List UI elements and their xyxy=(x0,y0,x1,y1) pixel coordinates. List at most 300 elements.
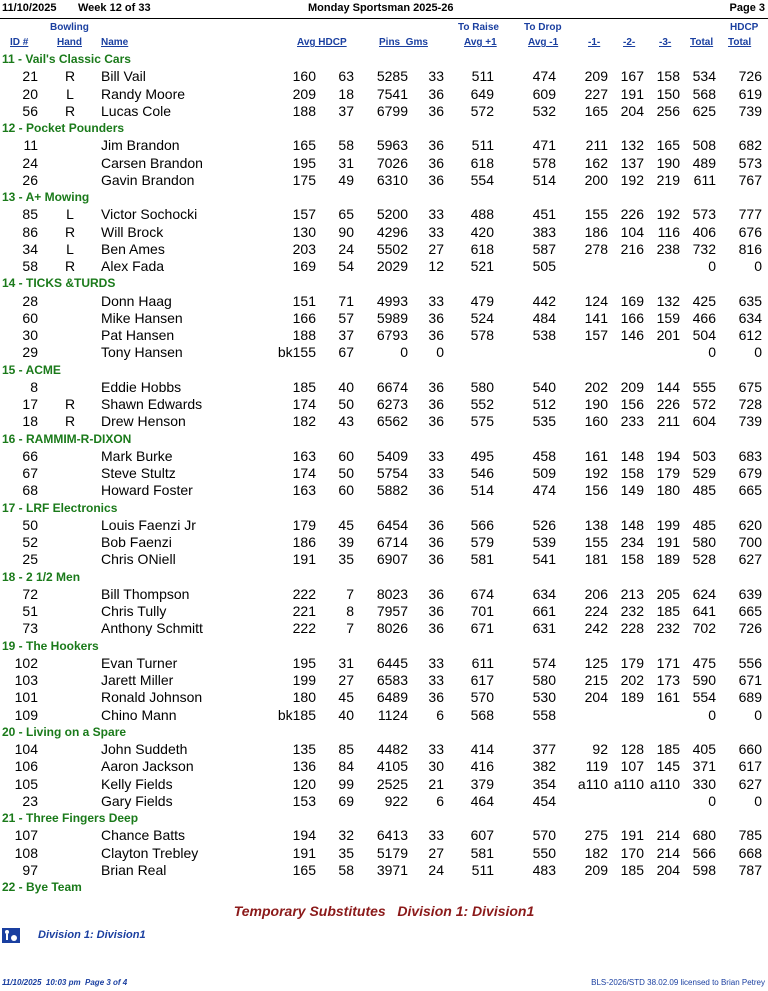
cell-avg: 165 xyxy=(292,137,316,154)
cell-htotal: 665 xyxy=(738,603,762,619)
cell-id: 34 xyxy=(22,240,38,257)
cell-total: 406 xyxy=(692,223,716,240)
cell-g2: 191 xyxy=(620,827,644,844)
cell-pins: 5963 xyxy=(376,137,408,154)
col-id: ID # xyxy=(10,37,29,48)
cell-g1: 192 xyxy=(584,465,608,481)
cell-total: 528 xyxy=(692,551,716,568)
cell-htotal: 619 xyxy=(738,85,762,102)
col-avg-plus: Avg +1 xyxy=(464,37,497,48)
bowler-row xyxy=(0,793,768,810)
cell-g1: 227 xyxy=(584,85,608,102)
cell-id: 107 xyxy=(14,827,38,844)
cell-drop: 442 xyxy=(532,292,556,309)
cell-name: Mike Hansen xyxy=(101,309,183,326)
cell-pins: 4105 xyxy=(376,758,408,775)
cell-name: Chris Tully xyxy=(101,603,167,619)
cell-pins: 7026 xyxy=(376,154,408,171)
cell-htotal: 668 xyxy=(738,844,762,861)
cell-hdcp: 27 xyxy=(338,672,354,688)
cell-hdcp: 65 xyxy=(338,206,354,223)
cell-htotal: 627 xyxy=(738,775,762,792)
cell-htotal: 682 xyxy=(738,137,762,154)
cell-gms: 36 xyxy=(428,516,444,533)
cell-total: 611 xyxy=(693,171,716,188)
cell-gms: 6 xyxy=(436,792,444,809)
cell-g3: 171 xyxy=(656,654,680,671)
cell-drop: 661 xyxy=(532,603,556,619)
cell-avg: 185 xyxy=(292,378,316,395)
cell-htotal: 612 xyxy=(738,327,762,343)
cell-hdcp: 50 xyxy=(338,465,354,481)
cell-pins: 4296 xyxy=(376,223,408,240)
cell-g3: 191 xyxy=(656,534,680,550)
cell-htotal: 573 xyxy=(738,154,762,171)
cell-drop: 541 xyxy=(532,551,556,568)
cell-drop: 484 xyxy=(532,309,556,326)
cell-htotal: 0 xyxy=(754,792,762,809)
cell-avg: 169 xyxy=(292,258,316,274)
cell-htotal: 0 xyxy=(754,706,762,723)
cell-g3: 150 xyxy=(656,85,680,102)
cell-hdcp: 35 xyxy=(338,844,354,861)
col-name: Name xyxy=(101,37,129,48)
bowler-row xyxy=(0,396,768,413)
cell-gms: 36 xyxy=(428,171,444,188)
cell-hand: R xyxy=(64,223,76,240)
cell-gms: 36 xyxy=(428,85,444,102)
cell-g2: 128 xyxy=(620,741,644,757)
cell-raise: 511 xyxy=(471,861,494,878)
cell-g3: 226 xyxy=(656,396,680,412)
cell-total: 371 xyxy=(692,758,716,775)
cell-pins: 8026 xyxy=(376,620,408,637)
cell-g3: 161 xyxy=(656,689,680,706)
cell-drop: 451 xyxy=(532,206,556,223)
col-avg-minus: Avg -1 xyxy=(528,37,559,48)
cell-gms: 33 xyxy=(428,654,444,671)
cell-gms: 36 xyxy=(428,413,444,430)
cell-id: 104 xyxy=(14,741,38,757)
cell-hdcp: 35 xyxy=(338,551,354,568)
cell-hand: R xyxy=(64,68,76,85)
cell-g1: 209 xyxy=(584,68,608,85)
cell-total: 466 xyxy=(692,309,716,326)
cell-htotal: 785 xyxy=(738,827,762,844)
cell-name: Ronald Johnson xyxy=(101,689,203,706)
cell-g2: 228 xyxy=(620,620,644,637)
cell-avg: 135 xyxy=(292,741,316,757)
bowler-row xyxy=(0,689,768,706)
cell-avg: bk185 xyxy=(277,706,316,723)
cell-hand: R xyxy=(64,258,76,274)
cell-drop: 558 xyxy=(532,706,556,723)
cell-g3: 173 xyxy=(656,672,680,688)
cell-pins: 6907 xyxy=(376,551,408,568)
cell-name: Pat Hansen xyxy=(101,327,175,343)
cell-hdcp: 69 xyxy=(338,792,354,809)
team-header: 17 - LRF Electronics xyxy=(2,500,118,515)
bowler-row xyxy=(0,707,768,724)
cell-hdcp: 40 xyxy=(338,378,354,395)
cell-total: 0 xyxy=(708,344,716,361)
cell-g2: 169 xyxy=(620,292,644,309)
cell-total: 732 xyxy=(692,240,716,257)
cell-hdcp: 90 xyxy=(338,223,354,240)
cell-g1: 181 xyxy=(584,551,608,568)
cell-g3: 185 xyxy=(656,741,680,757)
cell-g2: 170 xyxy=(620,844,644,861)
cell-avg: 203 xyxy=(292,240,316,257)
cell-hdcp: 24 xyxy=(338,240,354,257)
cell-g3: 180 xyxy=(656,482,680,499)
cell-name: Aaron Jackson xyxy=(101,758,194,775)
cell-id: 11 xyxy=(23,137,38,154)
cell-avg: 157 xyxy=(292,206,316,223)
cell-gms: 33 xyxy=(428,465,444,481)
cell-drop: 382 xyxy=(532,758,556,775)
cell-hdcp: 84 xyxy=(338,758,354,775)
cell-gms: 36 xyxy=(428,327,444,343)
cell-pins: 3971 xyxy=(376,861,408,878)
cell-id: 50 xyxy=(22,516,38,533)
cell-g2: 158 xyxy=(620,465,644,481)
cell-hdcp: 71 xyxy=(338,292,354,309)
cell-gms: 36 xyxy=(428,689,444,706)
bowler-row xyxy=(0,172,768,189)
cell-drop: 539 xyxy=(532,534,556,550)
cell-avg: 163 xyxy=(292,482,316,499)
cell-name: Howard Foster xyxy=(101,482,193,499)
cell-raise: 611 xyxy=(471,654,494,671)
cell-hdcp: 40 xyxy=(338,706,354,723)
cell-htotal: 700 xyxy=(738,534,762,550)
cell-hdcp: 49 xyxy=(338,171,354,188)
cell-total: 641 xyxy=(692,603,716,619)
bowler-row xyxy=(0,86,768,103)
cell-g1: 200 xyxy=(584,171,608,188)
cell-id: 106 xyxy=(14,758,38,775)
cell-g3: 145 xyxy=(656,758,680,775)
cell-hdcp: 58 xyxy=(338,861,354,878)
cell-gms: 36 xyxy=(428,551,444,568)
cell-pins: 5502 xyxy=(376,240,408,257)
cell-name: Bill Thompson xyxy=(101,585,190,602)
cell-avg: 182 xyxy=(292,413,316,430)
bowler-row xyxy=(0,68,768,85)
cell-id: 24 xyxy=(22,154,38,171)
cell-name: Mark Burke xyxy=(101,447,173,464)
cell-total: 508 xyxy=(692,137,716,154)
bowler-row xyxy=(0,862,768,879)
bowler-row xyxy=(0,103,768,120)
cell-name: Chino Mann xyxy=(101,706,177,723)
cell-total: 489 xyxy=(692,154,716,171)
cell-raise: 581 xyxy=(470,551,494,568)
cell-id: 56 xyxy=(22,102,38,119)
bowler-row xyxy=(0,758,768,775)
cell-id: 58 xyxy=(22,258,38,274)
cell-hand: L xyxy=(66,240,74,257)
bowler-row xyxy=(0,379,768,396)
cell-id: 21 xyxy=(22,68,38,85)
cell-htotal: 683 xyxy=(738,447,762,464)
column-headers xyxy=(0,22,768,52)
cell-g1: 138 xyxy=(584,516,608,533)
cell-raise: 511 xyxy=(471,68,494,85)
cell-name: Ben Ames xyxy=(101,240,165,257)
bowler-row xyxy=(0,586,768,603)
cell-name: Chris ONiell xyxy=(101,551,176,568)
cell-name: Anthony Schmitt xyxy=(101,620,203,637)
cell-pins: 4482 xyxy=(376,741,408,757)
bowler-row xyxy=(0,293,768,310)
cell-htotal: 639 xyxy=(738,585,762,602)
cell-g3: 116 xyxy=(657,223,680,240)
cell-avg: 222 xyxy=(292,620,316,637)
cell-total: 425 xyxy=(692,292,716,309)
cell-pins: 0 xyxy=(400,344,408,361)
cell-htotal: 675 xyxy=(738,378,762,395)
cell-g1: 186 xyxy=(584,223,608,240)
cell-pins: 5285 xyxy=(376,68,408,85)
cell-raise: 546 xyxy=(470,465,494,481)
cell-drop: 474 xyxy=(532,68,556,85)
cell-id: 8 xyxy=(30,378,38,395)
cell-pins: 6799 xyxy=(376,102,408,119)
cell-g1: 242 xyxy=(584,620,608,637)
cell-htotal: 726 xyxy=(738,620,762,637)
week-label: Week 12 of 33 xyxy=(78,2,151,14)
cell-total: 0 xyxy=(708,792,716,809)
cell-hdcp: 8 xyxy=(346,603,354,619)
bowler-row xyxy=(0,672,768,689)
cell-name: Randy Moore xyxy=(101,85,186,102)
cell-raise: 552 xyxy=(470,396,494,412)
cell-avg: 153 xyxy=(292,792,316,809)
bowler-row xyxy=(0,310,768,327)
cell-avg: 151 xyxy=(292,292,316,309)
cell-avg: 221 xyxy=(292,603,316,619)
cell-id: 97 xyxy=(22,861,38,878)
cell-drop: 505 xyxy=(532,258,556,274)
col-game1: -1- xyxy=(588,37,601,48)
cell-g2: 202 xyxy=(620,672,644,688)
cell-g3: 132 xyxy=(656,292,680,309)
cell-hdcp: 58 xyxy=(338,137,354,154)
cell-total: 590 xyxy=(692,672,716,688)
cell-g2: a110 xyxy=(613,775,644,792)
cell-pins: 6273 xyxy=(376,396,408,412)
team-header: 22 - Bye Team xyxy=(2,880,82,894)
cell-avg: 199 xyxy=(292,672,316,688)
division-label: Division 1: Division1 xyxy=(38,929,146,941)
cell-pins: 5754 xyxy=(376,465,408,481)
cell-avg: 188 xyxy=(292,102,316,119)
cell-g2: 213 xyxy=(620,585,644,602)
cell-g1: 190 xyxy=(584,396,608,412)
cell-g1: 155 xyxy=(584,206,608,223)
cell-g3: 194 xyxy=(656,447,680,464)
cell-htotal: 627 xyxy=(738,551,762,568)
cell-raise: 414 xyxy=(470,741,494,757)
cell-raise: 579 xyxy=(470,534,494,550)
cell-name: Donn Haag xyxy=(101,292,172,309)
cell-avg: 136 xyxy=(292,758,316,775)
cell-total: 475 xyxy=(692,654,716,671)
cell-g3: 204 xyxy=(656,861,680,878)
cell-gms: 30 xyxy=(428,758,444,775)
bowler-icon xyxy=(2,928,20,943)
cell-total: 580 xyxy=(692,534,716,550)
cell-pins: 2029 xyxy=(376,258,408,274)
cell-total: 680 xyxy=(692,827,716,844)
cell-avg: 174 xyxy=(292,465,316,481)
cell-hand: L xyxy=(66,85,74,102)
col-to-raise: To Raise xyxy=(458,22,499,33)
cell-g2: 234 xyxy=(620,534,644,550)
standings-table xyxy=(0,51,768,896)
cell-g2: 166 xyxy=(620,309,644,326)
cell-g2: 132 xyxy=(620,137,644,154)
cell-raise: 617 xyxy=(470,672,494,688)
cell-g1: 215 xyxy=(584,672,608,688)
cell-g2: 232 xyxy=(620,603,644,619)
cell-hand: L xyxy=(66,206,74,223)
cell-g2: 158 xyxy=(620,551,644,568)
cell-drop: 354 xyxy=(532,775,556,792)
cell-htotal: 665 xyxy=(738,482,762,499)
bowler-row xyxy=(0,482,768,499)
cell-hdcp: 60 xyxy=(338,482,354,499)
cell-htotal: 728 xyxy=(738,396,762,412)
cell-hand: R xyxy=(64,413,76,430)
cell-g1: 206 xyxy=(584,585,608,602)
cell-total: 573 xyxy=(692,206,716,223)
cell-pins: 4993 xyxy=(376,292,408,309)
cell-g3: 214 xyxy=(656,844,680,861)
cell-id: 85 xyxy=(22,206,38,223)
cell-g3: 192 xyxy=(656,206,680,223)
cell-gms: 27 xyxy=(428,240,444,257)
cell-name: Evan Turner xyxy=(101,654,178,671)
cell-g1: 156 xyxy=(584,482,608,499)
cell-drop: 458 xyxy=(532,447,556,464)
cell-total: 529 xyxy=(692,465,716,481)
cell-g2: 233 xyxy=(620,413,644,430)
cell-total: 504 xyxy=(692,327,716,343)
bowler-row xyxy=(0,448,768,465)
cell-g2: 104 xyxy=(620,223,644,240)
cell-htotal: 660 xyxy=(738,741,762,757)
cell-avg: 222 xyxy=(292,585,316,602)
cell-id: 26 xyxy=(22,171,38,188)
cell-drop: 530 xyxy=(532,689,556,706)
cell-name: Bill Vail xyxy=(101,68,146,85)
cell-avg: 188 xyxy=(292,327,316,343)
cell-raise: 379 xyxy=(470,775,494,792)
cell-g1: 202 xyxy=(584,378,608,395)
cell-pins: 6310 xyxy=(376,171,408,188)
cell-raise: 488 xyxy=(470,206,494,223)
cell-name: Chance Batts xyxy=(101,827,186,844)
cell-g3: 256 xyxy=(656,102,680,119)
cell-g3: 159 xyxy=(656,309,680,326)
cell-gms: 36 xyxy=(428,396,444,412)
cell-g2: 209 xyxy=(620,378,644,395)
cell-id: 105 xyxy=(14,775,38,792)
cell-name: Steve Stultz xyxy=(101,465,176,481)
bowler-row xyxy=(0,413,768,430)
cell-hdcp: 43 xyxy=(338,413,354,430)
cell-gms: 12 xyxy=(428,258,444,274)
cell-id: 23 xyxy=(22,792,38,809)
cell-gms: 33 xyxy=(428,68,444,85)
cell-pins: 6489 xyxy=(376,689,408,706)
cell-gms: 27 xyxy=(428,844,444,861)
cell-id: 60 xyxy=(22,309,38,326)
cell-raise: 521 xyxy=(470,258,494,274)
cell-gms: 33 xyxy=(428,292,444,309)
cell-hdcp: 50 xyxy=(338,396,354,412)
cell-drop: 580 xyxy=(532,672,556,688)
bowler-row xyxy=(0,603,768,620)
bowler-row xyxy=(0,827,768,844)
cell-drop: 383 xyxy=(532,223,556,240)
bowler-row xyxy=(0,776,768,793)
cell-raise: 575 xyxy=(470,413,494,430)
team-header: 11 - Vail's Classic Cars xyxy=(2,52,131,66)
team-header: 20 - Living on a Spare xyxy=(2,724,127,739)
cell-hdcp: 57 xyxy=(338,309,354,326)
cell-g1: 119 xyxy=(585,758,608,775)
cell-name: Jarett Miller xyxy=(101,672,174,688)
cell-name: John Suddeth xyxy=(101,741,188,757)
cell-name: Jim Brandon xyxy=(101,137,180,154)
cell-g2: 148 xyxy=(620,447,644,464)
cell-total: 625 xyxy=(692,102,716,119)
cell-gms: 36 xyxy=(428,309,444,326)
league-title: Monday Sportsman 2025-26 xyxy=(308,2,454,14)
substitutes-title: Temporary Substitutes Division 1: Division1 xyxy=(233,903,535,919)
cell-raise: 554 xyxy=(470,171,494,188)
cell-drop: 574 xyxy=(532,654,556,671)
cell-id: 51 xyxy=(22,603,38,619)
cell-g3: 201 xyxy=(656,327,680,343)
team-header: 13 - A+ Mowing xyxy=(2,190,90,204)
cell-id: 25 xyxy=(22,551,38,568)
cell-name: Shawn Edwards xyxy=(101,396,203,412)
cell-g2: 191 xyxy=(620,85,644,102)
cell-total: 485 xyxy=(692,516,716,533)
cell-gms: 33 xyxy=(428,741,444,757)
cell-total: 702 xyxy=(692,620,716,637)
cell-g2: 192 xyxy=(620,171,644,188)
col-to-drop: To Drop xyxy=(524,22,562,33)
cell-htotal: 689 xyxy=(738,689,762,706)
cell-drop: 526 xyxy=(532,516,556,533)
cell-g1: 204 xyxy=(584,689,608,706)
cell-id: 73 xyxy=(22,620,38,637)
cell-g3: 158 xyxy=(656,68,680,85)
cell-raise: 572 xyxy=(470,102,494,119)
cell-pins: 6674 xyxy=(376,378,408,395)
col-hand: Hand xyxy=(57,37,82,48)
cell-avg: 160 xyxy=(292,68,316,85)
cell-hdcp: 67 xyxy=(338,344,354,361)
bowler-row xyxy=(0,327,768,344)
cell-id: 17 xyxy=(22,396,38,412)
